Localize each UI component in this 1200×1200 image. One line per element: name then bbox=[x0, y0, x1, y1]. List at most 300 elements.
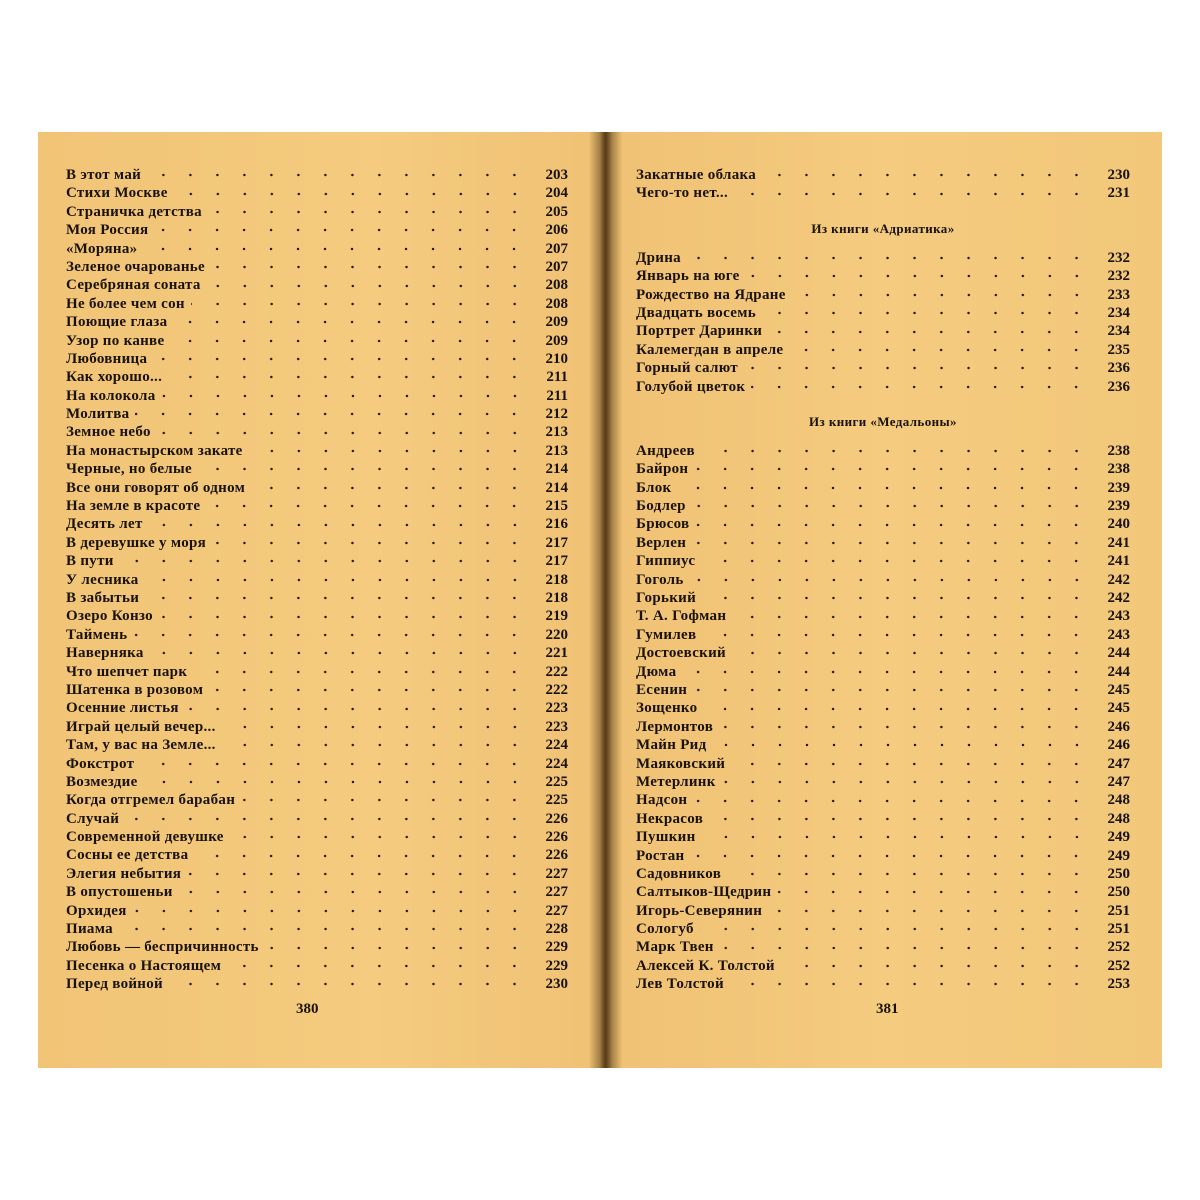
entry-title: Январь на юге bbox=[636, 268, 740, 285]
entry-page-number: 220 bbox=[545, 626, 568, 643]
entry-title: Наверняка bbox=[66, 645, 144, 662]
entry-title: Т. А. Гофман bbox=[636, 608, 727, 625]
contents-entry bbox=[66, 184, 568, 202]
contents-entry bbox=[66, 681, 568, 699]
entry-title: Все они говорят об одном bbox=[66, 479, 246, 496]
entry-title: Рождество на Ядране bbox=[636, 286, 786, 303]
entry-title: В опустошеньи bbox=[66, 884, 173, 901]
contents-entry bbox=[66, 423, 568, 441]
dot-leader bbox=[170, 339, 528, 343]
contents-entry bbox=[636, 626, 1130, 644]
contents-entry bbox=[66, 755, 568, 773]
entry-title: Горный салют bbox=[636, 360, 738, 377]
dot-leader bbox=[792, 293, 1090, 297]
entry-page-number: 236 bbox=[1107, 360, 1130, 377]
dot-leader bbox=[157, 431, 528, 435]
contents-entry bbox=[636, 644, 1130, 662]
dot-leader bbox=[719, 725, 1090, 729]
contents-entry bbox=[66, 258, 568, 276]
entry-title: Что шепчет парк bbox=[66, 663, 188, 680]
dot-leader bbox=[695, 523, 1090, 527]
contents-entry bbox=[636, 699, 1130, 717]
entry-page-number: 222 bbox=[545, 681, 568, 698]
contents-entry bbox=[636, 828, 1130, 846]
entry-title: Озеро Конзо bbox=[66, 608, 153, 625]
entry-page-number: 241 bbox=[1107, 553, 1130, 570]
entry-page-number: 241 bbox=[1107, 534, 1130, 551]
entry-page-number: 225 bbox=[545, 773, 568, 790]
entry-title: На колокола bbox=[66, 387, 156, 404]
contents-entry bbox=[66, 865, 568, 883]
dot-leader bbox=[789, 348, 1090, 352]
contents-entry bbox=[636, 883, 1130, 901]
entry-title: Гоголь bbox=[636, 571, 684, 588]
entry-page-number: 228 bbox=[545, 921, 568, 938]
entry-title: Перед войной bbox=[66, 976, 163, 993]
entry-title: На монастырском закате bbox=[66, 442, 243, 459]
entry-title: Андреев bbox=[636, 442, 695, 459]
dot-leader bbox=[173, 320, 528, 324]
entry-page-number: 205 bbox=[545, 203, 568, 220]
entry-title: Пушкин bbox=[636, 829, 696, 846]
entry-page-number: 234 bbox=[1107, 304, 1130, 321]
dot-leader bbox=[227, 964, 528, 968]
dot-leader bbox=[119, 927, 528, 931]
entry-title: «Моряна» bbox=[66, 240, 138, 257]
contents-entry bbox=[636, 378, 1130, 396]
entry-title: Двадцать восемь bbox=[636, 304, 756, 321]
entry-title: Бодлер bbox=[636, 498, 686, 515]
contents-entry bbox=[636, 847, 1130, 865]
contents-entry bbox=[636, 902, 1130, 920]
left-page bbox=[38, 132, 598, 1068]
contents-entry bbox=[636, 773, 1130, 791]
contents-entry bbox=[636, 920, 1130, 938]
entry-title: Как хорошо... bbox=[66, 369, 163, 386]
dot-leader bbox=[730, 982, 1090, 986]
contents-entry bbox=[636, 267, 1130, 285]
contents-entry bbox=[636, 322, 1130, 340]
entry-title: Закатные облака bbox=[636, 167, 757, 183]
entry-title: Лермонтов bbox=[636, 718, 714, 735]
dot-leader bbox=[713, 743, 1091, 747]
entry-title: Земное небо bbox=[66, 424, 151, 441]
entry-page-number: 216 bbox=[545, 516, 568, 533]
entry-page-number: 211 bbox=[546, 387, 568, 404]
entry-title: Там, у вас на Земле... bbox=[66, 737, 216, 754]
entry-page-number: 226 bbox=[545, 810, 568, 827]
contents-entry bbox=[636, 957, 1130, 975]
dot-leader bbox=[154, 228, 528, 232]
contents-entry bbox=[636, 460, 1130, 478]
entry-page-number: 247 bbox=[1107, 755, 1130, 772]
entry-title: Брюсов bbox=[636, 516, 690, 533]
entry-page-number: 242 bbox=[1107, 571, 1130, 588]
dot-leader bbox=[145, 578, 528, 582]
entry-page-number: 233 bbox=[1107, 286, 1130, 303]
entry-title: Метерлинк bbox=[636, 773, 716, 790]
entry-page-number: 208 bbox=[545, 295, 568, 312]
entry-page-number: 248 bbox=[1107, 810, 1130, 827]
entry-page-number: 242 bbox=[1107, 590, 1130, 607]
dot-leader bbox=[222, 725, 528, 729]
entry-page-number: 203 bbox=[545, 167, 568, 183]
entry-page-number: 246 bbox=[1107, 718, 1130, 735]
dot-leader bbox=[120, 559, 528, 563]
dot-leader bbox=[162, 394, 528, 398]
entry-page-number: 219 bbox=[545, 608, 568, 625]
right-top-entries bbox=[636, 166, 1130, 203]
entry-page-number: 223 bbox=[545, 700, 568, 717]
entry-title: Песенка о Настоящем bbox=[66, 957, 222, 974]
entry-title: Возмездие bbox=[66, 773, 138, 790]
entry-page-number: 245 bbox=[1107, 681, 1130, 698]
contents-entry bbox=[66, 883, 568, 901]
entry-page-number: 240 bbox=[1107, 516, 1130, 533]
contents-entry bbox=[636, 184, 1130, 202]
entry-title: Садовников bbox=[636, 865, 722, 882]
entry-page-number: 236 bbox=[1107, 378, 1130, 395]
dot-leader bbox=[720, 946, 1090, 950]
dot-leader bbox=[159, 615, 528, 619]
contents-entry bbox=[636, 681, 1130, 699]
entry-page-number: 208 bbox=[545, 277, 568, 294]
entry-title: Пиама bbox=[66, 921, 113, 938]
entry-title: Шатенка в розовом bbox=[66, 681, 204, 698]
entry-title: Дюма bbox=[636, 663, 677, 680]
dot-leader bbox=[731, 762, 1090, 766]
dot-leader bbox=[198, 467, 528, 471]
dot-leader bbox=[143, 247, 528, 251]
dot-leader bbox=[692, 504, 1090, 508]
contents-entry bbox=[66, 626, 568, 644]
dot-leader bbox=[125, 817, 528, 821]
dot-leader bbox=[701, 559, 1090, 563]
entry-page-number: 217 bbox=[545, 553, 568, 570]
contents-entry bbox=[66, 534, 568, 552]
entry-page-number: 250 bbox=[1107, 865, 1130, 882]
contents-entry bbox=[66, 460, 568, 478]
entry-title: Салтыков-Щедрин bbox=[636, 884, 772, 901]
contents-entry bbox=[66, 203, 568, 221]
dot-leader bbox=[702, 835, 1090, 839]
entry-page-number: 218 bbox=[545, 571, 568, 588]
entry-page-number: 227 bbox=[545, 884, 568, 901]
entry-title: Орхидея bbox=[66, 902, 127, 919]
entry-page-number: 213 bbox=[545, 424, 568, 441]
entry-title: Любовница bbox=[66, 350, 148, 367]
entry-page-number: 222 bbox=[545, 663, 568, 680]
contents-entry bbox=[66, 295, 568, 313]
contents-entry bbox=[66, 166, 568, 184]
entry-page-number: 235 bbox=[1107, 341, 1130, 358]
entry-title: Есенин bbox=[636, 681, 688, 698]
contents-entry bbox=[66, 442, 568, 460]
dot-leader bbox=[762, 173, 1090, 177]
left-page-number: 380 bbox=[296, 1001, 319, 1017]
contents-entry bbox=[66, 405, 568, 423]
entry-title: В этот май bbox=[66, 167, 142, 183]
dot-leader bbox=[207, 284, 528, 288]
entry-title: Марк Твен bbox=[636, 939, 714, 956]
dot-leader bbox=[194, 854, 528, 858]
dot-leader bbox=[682, 670, 1090, 674]
right-contents-list bbox=[636, 166, 1130, 994]
contents-entry bbox=[66, 332, 568, 350]
entry-title: Страничка детства bbox=[66, 203, 202, 220]
entry-page-number: 207 bbox=[545, 258, 568, 275]
entry-page-number: 227 bbox=[545, 865, 568, 882]
dot-leader bbox=[703, 707, 1090, 711]
entry-page-number: 245 bbox=[1107, 700, 1130, 717]
entry-title: Надсон bbox=[636, 792, 688, 809]
dot-leader bbox=[677, 486, 1090, 490]
entry-title: Осенние листья bbox=[66, 700, 179, 717]
contents-entry bbox=[66, 663, 568, 681]
entry-title: Стихи Москве bbox=[66, 185, 168, 202]
entry-title: Играй целый вечер... bbox=[66, 718, 216, 735]
dot-leader bbox=[241, 798, 528, 802]
dot-leader bbox=[702, 596, 1090, 600]
contents-entry bbox=[636, 359, 1130, 377]
dot-leader bbox=[709, 817, 1090, 821]
entry-page-number: 225 bbox=[545, 792, 568, 809]
dot-leader bbox=[211, 265, 528, 269]
entry-title: Десять лет bbox=[66, 516, 143, 533]
entry-page-number: 249 bbox=[1107, 829, 1130, 846]
contents-entry bbox=[636, 249, 1130, 267]
contents-entry bbox=[636, 479, 1130, 497]
entry-title: Зеленое очарованье bbox=[66, 258, 205, 275]
dot-leader bbox=[265, 946, 528, 950]
entry-title: Достоевский bbox=[636, 645, 726, 662]
entry-title: Узор по канве bbox=[66, 332, 165, 349]
dot-leader bbox=[208, 210, 528, 214]
dot-leader bbox=[746, 274, 1090, 278]
dot-leader bbox=[209, 688, 528, 692]
contents-entry bbox=[66, 736, 568, 754]
section-heading-adriatika: Из книги «Адриатика» bbox=[811, 220, 955, 236]
contents-entry bbox=[66, 791, 568, 809]
contents-entry bbox=[66, 607, 568, 625]
dot-leader bbox=[206, 504, 528, 508]
entry-title: Ростан bbox=[636, 847, 685, 864]
dot-leader bbox=[732, 651, 1090, 655]
entry-page-number: 230 bbox=[545, 976, 568, 993]
dot-leader bbox=[693, 799, 1090, 803]
entry-page-number: 224 bbox=[545, 737, 568, 754]
entry-title: Майн Рид bbox=[636, 737, 707, 754]
contents-entry bbox=[66, 699, 568, 717]
entry-page-number: 239 bbox=[1107, 479, 1130, 496]
entry-title: Гумилев bbox=[636, 626, 697, 643]
contents-entry bbox=[636, 975, 1130, 993]
entry-page-number: 244 bbox=[1107, 663, 1130, 680]
entry-title: Моя Россия bbox=[66, 222, 149, 239]
contents-entry bbox=[66, 552, 568, 570]
contents-entry bbox=[66, 846, 568, 864]
entry-page-number: 251 bbox=[1107, 921, 1130, 938]
contents-entry bbox=[636, 552, 1130, 570]
entry-title: Не более чем сон bbox=[66, 295, 185, 312]
dot-leader bbox=[191, 302, 528, 306]
contents-entry bbox=[66, 644, 568, 662]
contents-entry bbox=[636, 166, 1130, 184]
dot-leader bbox=[187, 872, 528, 876]
dot-leader bbox=[694, 467, 1090, 471]
entry-title: Дрина bbox=[636, 249, 681, 266]
contents-entry bbox=[66, 773, 568, 791]
entry-page-number: 226 bbox=[545, 847, 568, 864]
entry-page-number: 252 bbox=[1107, 939, 1130, 956]
contents-entry bbox=[636, 736, 1130, 754]
dot-leader bbox=[768, 330, 1090, 334]
entry-title: Алексей К. Толстой bbox=[636, 957, 775, 974]
entry-page-number: 209 bbox=[545, 314, 568, 331]
dot-leader bbox=[701, 449, 1090, 453]
entry-title: Лев Толстой bbox=[636, 976, 724, 993]
contents-entry bbox=[66, 902, 568, 920]
entry-page-number: 230 bbox=[1107, 167, 1130, 183]
entry-page-number: 215 bbox=[545, 498, 568, 515]
contents-entry bbox=[66, 828, 568, 846]
contents-entry bbox=[636, 571, 1130, 589]
dot-leader bbox=[153, 357, 528, 361]
entry-title: Калемегдан в апреле bbox=[636, 341, 784, 358]
entry-title: Чего-то нет... bbox=[636, 185, 729, 202]
entry-page-number: 231 bbox=[1107, 185, 1130, 202]
dot-leader bbox=[169, 982, 528, 986]
entry-title: Фокстрот bbox=[66, 755, 135, 772]
entry-title: В пути bbox=[66, 553, 114, 570]
entry-title: Случай bbox=[66, 810, 120, 827]
contents-entry bbox=[636, 589, 1130, 607]
entry-title: Горький bbox=[636, 590, 697, 607]
entry-title: Некрасов bbox=[636, 810, 704, 827]
entry-page-number: 209 bbox=[545, 332, 568, 349]
contents-entry bbox=[66, 718, 568, 736]
contents-entry bbox=[636, 755, 1130, 773]
dot-leader bbox=[149, 523, 528, 527]
dot-leader bbox=[251, 486, 528, 490]
contents-entry bbox=[636, 497, 1130, 515]
entry-page-number: 238 bbox=[1107, 442, 1130, 459]
entry-title: Верлен bbox=[636, 534, 687, 551]
entry-page-number: 213 bbox=[545, 442, 568, 459]
contents-entry bbox=[636, 341, 1130, 359]
entry-page-number: 210 bbox=[545, 350, 568, 367]
contents-entry bbox=[636, 515, 1130, 533]
dot-leader bbox=[687, 256, 1090, 260]
entry-page-number: 238 bbox=[1107, 461, 1130, 478]
medaliony-entries bbox=[636, 442, 1130, 994]
entry-page-number: 248 bbox=[1107, 792, 1130, 809]
entry-page-number: 243 bbox=[1107, 626, 1130, 643]
entry-page-number: 206 bbox=[545, 222, 568, 239]
contents-entry bbox=[66, 497, 568, 515]
entry-title: Молитва bbox=[66, 406, 130, 423]
contents-entry bbox=[66, 920, 568, 938]
dot-leader bbox=[732, 615, 1090, 619]
dot-leader bbox=[690, 578, 1090, 582]
entry-page-number: 232 bbox=[1107, 268, 1130, 285]
entry-page-number: 221 bbox=[545, 645, 568, 662]
entry-title: Байрон bbox=[636, 461, 689, 478]
book-gutter bbox=[600, 132, 612, 1068]
dot-leader bbox=[222, 743, 528, 747]
entry-page-number: 239 bbox=[1107, 498, 1130, 515]
dot-leader bbox=[700, 927, 1090, 931]
entry-title: В деревушке у моря bbox=[66, 534, 207, 551]
entry-title: Элегия небытия bbox=[66, 865, 182, 882]
entry-title: Маяковский bbox=[636, 755, 726, 772]
dot-leader bbox=[702, 633, 1090, 637]
entry-title: Портрет Даринки bbox=[636, 323, 763, 340]
entry-title: На земле в красоте bbox=[66, 498, 201, 515]
entry-page-number: 253 bbox=[1107, 976, 1130, 993]
contents-entry bbox=[66, 938, 568, 956]
entry-page-number: 214 bbox=[545, 479, 568, 496]
dot-leader bbox=[212, 541, 528, 545]
entry-title: Блок bbox=[636, 479, 672, 496]
contents-entry bbox=[66, 589, 568, 607]
dot-leader bbox=[168, 375, 528, 379]
contents-entry bbox=[636, 663, 1130, 681]
entry-page-number: 223 bbox=[545, 718, 568, 735]
entry-page-number: 217 bbox=[545, 534, 568, 551]
dot-leader bbox=[768, 909, 1090, 913]
entry-title: Таймень bbox=[66, 626, 128, 643]
entry-title: Голубой цветок bbox=[636, 378, 746, 395]
dot-leader bbox=[145, 596, 528, 600]
entry-title: Гиппиус bbox=[636, 553, 696, 570]
entry-page-number: 244 bbox=[1107, 645, 1130, 662]
dot-leader bbox=[133, 633, 528, 637]
contents-entry bbox=[66, 479, 568, 497]
dot-leader bbox=[722, 780, 1090, 784]
entry-title: Любовь — беспричинность bbox=[66, 939, 259, 956]
entry-title: Черные, но белые bbox=[66, 461, 192, 478]
right-page bbox=[614, 132, 1162, 1068]
contents-entry bbox=[636, 938, 1130, 956]
entry-page-number: 250 bbox=[1107, 884, 1130, 901]
dot-leader bbox=[692, 541, 1090, 545]
dot-leader bbox=[777, 890, 1090, 894]
entry-page-number: 227 bbox=[545, 902, 568, 919]
contents-entry bbox=[66, 221, 568, 239]
book-spread bbox=[38, 132, 1162, 1068]
contents-entry bbox=[636, 791, 1130, 809]
dot-leader bbox=[249, 449, 528, 453]
contents-entry bbox=[636, 607, 1130, 625]
dot-leader bbox=[185, 707, 528, 711]
contents-entry bbox=[636, 810, 1130, 828]
dot-leader bbox=[727, 872, 1090, 876]
dot-leader bbox=[179, 890, 528, 894]
dot-leader bbox=[751, 385, 1090, 389]
entry-title: Современной девушке bbox=[66, 829, 224, 846]
section-heading-medaliony: Из книги «Медальоны» bbox=[809, 413, 957, 429]
contents-entry bbox=[66, 387, 568, 405]
dot-leader bbox=[174, 192, 528, 196]
contents-entry bbox=[636, 286, 1130, 304]
entry-page-number: 246 bbox=[1107, 737, 1130, 754]
entry-title: Поющие глаза bbox=[66, 314, 168, 331]
contents-entry bbox=[66, 571, 568, 589]
contents-entry bbox=[636, 442, 1130, 460]
left-contents-list bbox=[66, 166, 568, 994]
entry-page-number: 232 bbox=[1107, 249, 1130, 266]
